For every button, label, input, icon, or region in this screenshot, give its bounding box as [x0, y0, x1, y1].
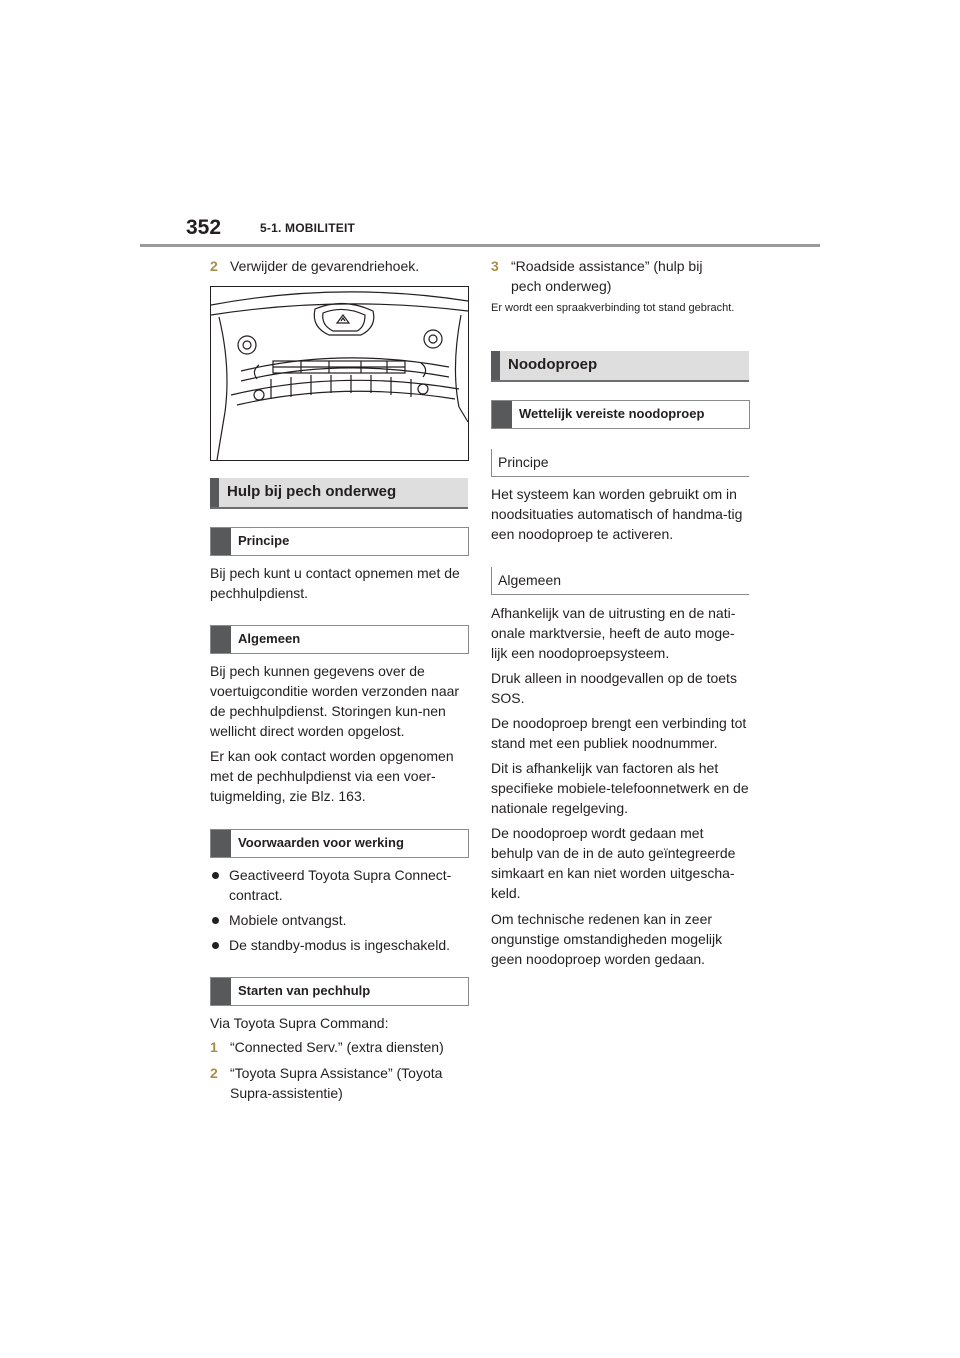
subheading-text: Starten van pechhulp [238, 983, 371, 998]
noodoproep-paragraph-1 [491, 603, 749, 663]
heading-marker [491, 449, 492, 477]
noodoproep-paragraph-2 [491, 668, 749, 708]
trunk-lid-drawing [211, 287, 468, 460]
via-command-text [210, 1013, 468, 1033]
section-title: 5-1. MOBILITEIT [260, 221, 356, 235]
algemeen-paragraph-2 [210, 746, 468, 806]
heading-bar [210, 478, 219, 507]
paragraph-text: Er kan ook contact worden opgenomen met de pechhulpdienst via een voer-tuigmelding, zie Blz. 163. [210, 748, 454, 804]
paragraph-text: Om technische redenen kan in zeer ongunstige omstandigheden mogelijk geen noodoproep worden gedaan. [491, 911, 723, 967]
step-2-remove-triangle [210, 256, 468, 276]
paragraph-text: Afhankelijk van de uitrusting en de nati-onale marktversie, heeft de auto moge-lijk een noodoproepsysteem. [491, 605, 736, 661]
warning-triangle-illustration [210, 286, 469, 461]
list-item [210, 910, 468, 930]
step-number: 2 [210, 1065, 218, 1081]
paragraph-text: Bij pech kunnen gegevens over de voertuigconditie worden verzonden naar de pechhulpdienst. Storingen kun-nen wellicht direct worden opgelost. [210, 663, 460, 739]
subheading-wettelijk [491, 400, 750, 429]
list-item-text: De standby-modus is ingeschakeld. [229, 937, 451, 953]
list-item-text: Geactiveerd Toyota Supra Connect-contract. [229, 867, 452, 903]
step-number: 1 [210, 1039, 218, 1055]
subheading-text: Algemeen [238, 631, 301, 646]
subheading-text: Wettelijk vereiste noodoproep [519, 406, 705, 421]
subheading-principe [210, 527, 469, 556]
paragraph-text: De noodoproep wordt gedaan met behulp van de in de auto geïntegreerde simkaart en kan niet worden uitgescha-keld. [491, 825, 736, 901]
noodoproep-paragraph-3 [491, 713, 749, 753]
noodoproep-principe-paragraph [491, 484, 749, 544]
step-2-supra-assistance [210, 1063, 468, 1103]
list-item [210, 935, 468, 955]
bullet-icon [212, 872, 219, 879]
algemeen-paragraph-1 [210, 661, 468, 741]
subheading-bar [211, 978, 231, 1005]
noodoproep-paragraph-6 [491, 909, 749, 969]
paragraph-text: De noodoproep brengt een verbinding tot stand met een publiek noodnummer. [491, 715, 747, 751]
heading-text: Noodoproep [508, 356, 598, 373]
heading-bar [491, 351, 500, 380]
step-text: “Toyota Supra Assistance” (Toyota Supra-assistentie) [230, 1065, 443, 1101]
page-number: 352 [186, 216, 222, 239]
subheading-voorwaarden [210, 829, 469, 858]
minor-heading-algemeen [491, 567, 749, 595]
step-text: Verwijder de gevarendriehoek. [230, 258, 420, 274]
subheading-bar [211, 626, 231, 653]
step-3-roadside-assistance [491, 256, 749, 296]
step-number: 2 [210, 258, 218, 274]
paragraph-text: Het systeem kan worden gebruikt om in noodsituaties automatisch of handma-tig een noodoproep te activeren. [491, 486, 743, 542]
minor-heading-principe [491, 449, 749, 477]
paragraph-text: Dit is afhankelijk van factoren als het specifieke mobiele-telefoonnetwerk en de nationale regelgeving. [491, 760, 749, 816]
noodoproep-paragraph-4 [491, 758, 749, 818]
list-item-text: Mobiele ontvangst. [229, 912, 347, 928]
step-number: 3 [491, 258, 499, 274]
bullet-icon [212, 942, 219, 949]
heading-noodoproep [491, 351, 749, 382]
voice-connection-note [491, 302, 736, 314]
subheading-text: Voorwaarden voor werking [238, 835, 404, 850]
minor-heading-text: Principe [498, 454, 549, 470]
paragraph-text: Via Toyota Supra Command: [210, 1015, 389, 1031]
paragraph-text: Druk alleen in noodgevallen op de toets SOS. [491, 670, 737, 706]
subheading-bar [492, 401, 512, 428]
subheading-bar [211, 528, 231, 555]
subheading-starten [210, 977, 469, 1006]
heading-marker [491, 567, 492, 595]
heading-hulp-bij-pech [210, 478, 468, 509]
bullet-icon [212, 917, 219, 924]
noodoproep-paragraph-5 [491, 823, 749, 903]
paragraph-text: Bij pech kunt u contact opnemen met de pechhulpdienst. [210, 565, 460, 601]
subheading-text: Principe [238, 533, 290, 548]
principe-paragraph [210, 563, 468, 603]
subheading-bar [211, 830, 231, 857]
header-divider [140, 244, 820, 247]
note-text: Er wordt een spraakverbinding tot stand gebracht. [491, 302, 735, 314]
step-text: “Connected Serv.” (extra diensten) [230, 1039, 444, 1055]
step-1-connected-serv [210, 1037, 468, 1057]
minor-heading-text: Algemeen [498, 572, 562, 588]
subheading-algemeen [210, 625, 469, 654]
list-item [210, 865, 468, 905]
step-text: “Roadside assistance” (hulp bij pech onderweg) [511, 258, 703, 294]
heading-text: Hulp bij pech onderweg [227, 483, 397, 500]
